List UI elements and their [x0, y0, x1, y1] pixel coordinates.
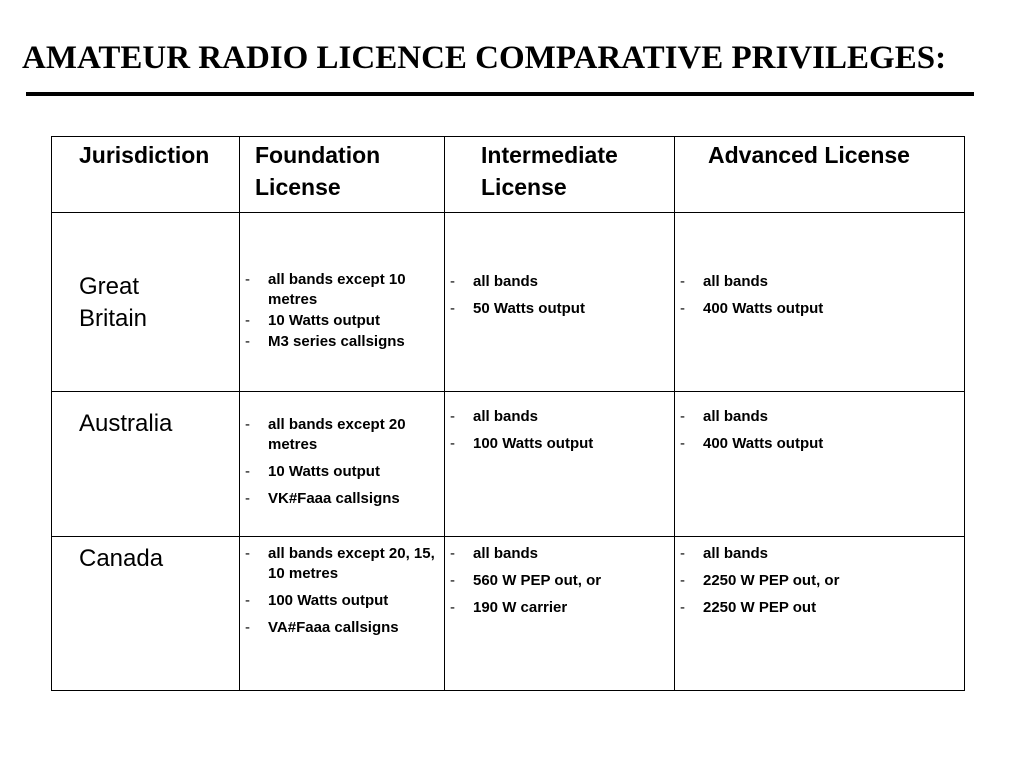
- privilege-text: all bands except 20, 15, 10 metres: [268, 545, 435, 582]
- privilege-item: [240, 415, 436, 455]
- privilege-text: 2250 W PEP out: [703, 599, 817, 616]
- bullet-dash: -: [450, 273, 455, 290]
- privilege-item: [445, 544, 666, 564]
- bullet-dash: -: [245, 271, 250, 288]
- privilege-item: [445, 407, 666, 427]
- privilege-list: [240, 415, 444, 509]
- privilege-item: [675, 434, 956, 454]
- table-header-row: [52, 137, 965, 213]
- privilege-list: [445, 407, 674, 454]
- bullet-dash: -: [245, 333, 250, 350]
- privilege-text: all bands: [473, 545, 539, 562]
- bullet-dash: -: [245, 592, 250, 609]
- privilege-item: [445, 299, 666, 319]
- privilege-text: 560 W PEP out, or: [473, 572, 602, 589]
- privilege-text: 400 Watts output: [703, 300, 824, 317]
- jurisdiction-name: Canada: [79, 545, 164, 572]
- bullet-dash: -: [450, 599, 455, 616]
- intermediate-cell: [445, 213, 675, 392]
- privilege-text: 400 Watts output: [703, 435, 824, 452]
- bullet-dash: -: [680, 273, 685, 290]
- title-underline: [26, 92, 974, 96]
- privilege-item: [675, 272, 956, 292]
- bullet-dash: -: [450, 408, 455, 425]
- privilege-text: all bands except 20 metres: [268, 416, 406, 453]
- bullet-dash: -: [680, 435, 685, 452]
- privilege-item: [445, 598, 666, 618]
- privilege-text: all bands: [473, 408, 539, 425]
- privilege-item: [240, 544, 436, 584]
- privilege-text: 2250 W PEP out, or: [703, 572, 840, 589]
- privilege-item: [240, 618, 436, 638]
- privilege-item: [240, 311, 436, 331]
- bullet-dash: -: [680, 572, 685, 589]
- header-intermediate-license: Intermediate License: [445, 137, 675, 213]
- privilege-text: 100 Watts output: [473, 435, 594, 452]
- advanced-cell: [675, 392, 965, 537]
- privilege-item: [240, 332, 436, 352]
- privilege-item: [675, 407, 956, 427]
- privilege-list: [675, 407, 964, 454]
- privileges-table: [51, 136, 965, 691]
- bullet-dash: -: [680, 300, 685, 317]
- bullet-dash: -: [680, 545, 685, 562]
- privilege-item: [445, 571, 666, 591]
- advanced-cell: [675, 213, 965, 392]
- bullet-dash: -: [245, 463, 250, 480]
- foundation-cell: [240, 213, 445, 392]
- bullet-dash: -: [450, 572, 455, 589]
- table-row: [52, 213, 965, 392]
- privilege-text: all bands except 10 metres: [268, 271, 406, 308]
- privilege-text: all bands: [703, 408, 769, 425]
- header-foundation-license: Foundation License: [240, 137, 445, 213]
- privilege-list: [445, 272, 674, 319]
- bullet-dash: -: [245, 490, 250, 507]
- privilege-item: [445, 272, 666, 292]
- foundation-cell: [240, 392, 445, 537]
- bullet-dash: -: [245, 545, 250, 562]
- privilege-list: [675, 272, 964, 319]
- jurisdiction-name: Great Britain: [79, 273, 148, 332]
- table-row: [52, 392, 965, 537]
- privilege-text: 50 Watts output: [473, 300, 585, 317]
- privilege-list: [240, 270, 444, 352]
- bullet-dash: -: [680, 599, 685, 616]
- jurisdiction-cell: [52, 392, 240, 537]
- privilege-text: all bands: [473, 273, 539, 290]
- bullet-dash: -: [450, 435, 455, 452]
- privilege-text: M3 series callsigns: [268, 333, 405, 350]
- bullet-dash: -: [450, 300, 455, 317]
- privilege-text: all bands: [703, 545, 769, 562]
- bullet-dash: -: [245, 619, 250, 636]
- header-jurisdiction: Jurisdiction: [52, 137, 240, 213]
- privilege-item: [675, 544, 956, 564]
- jurisdiction-name: Australia: [79, 410, 173, 437]
- table-row: [52, 537, 965, 691]
- jurisdiction-cell: [52, 213, 240, 392]
- foundation-cell: [240, 537, 445, 691]
- privilege-item: [675, 598, 956, 618]
- privilege-text: VK#Faaa callsigns: [268, 490, 400, 507]
- privilege-list: [445, 544, 674, 618]
- privilege-item: [240, 270, 436, 310]
- privilege-item: [240, 591, 436, 611]
- privilege-item: [675, 299, 956, 319]
- privilege-item: [240, 462, 436, 482]
- privilege-text: VA#Faaa callsigns: [268, 619, 399, 636]
- bullet-dash: -: [680, 408, 685, 425]
- bullet-dash: -: [450, 545, 455, 562]
- bullet-dash: -: [245, 312, 250, 329]
- privilege-list: [240, 544, 444, 638]
- slide-title: AMATEUR RADIO LICENCE COMPARATIVE PRIVILEGES:: [22, 40, 947, 76]
- privilege-item: [675, 571, 956, 591]
- privilege-text: 10 Watts output: [268, 463, 380, 480]
- bullet-dash: -: [245, 416, 250, 433]
- privilege-text: 10 Watts output: [268, 312, 380, 329]
- intermediate-cell: [445, 392, 675, 537]
- privilege-item: [445, 434, 666, 454]
- advanced-cell: [675, 537, 965, 691]
- header-advanced-license: Advanced License: [675, 137, 965, 213]
- jurisdiction-cell: [52, 537, 240, 691]
- privilege-text: 190 W carrier: [473, 599, 568, 616]
- privilege-item: [240, 489, 436, 509]
- privilege-text: 100 Watts output: [268, 592, 389, 609]
- privilege-text: all bands: [703, 273, 769, 290]
- privilege-list: [675, 544, 964, 618]
- intermediate-cell: [445, 537, 675, 691]
